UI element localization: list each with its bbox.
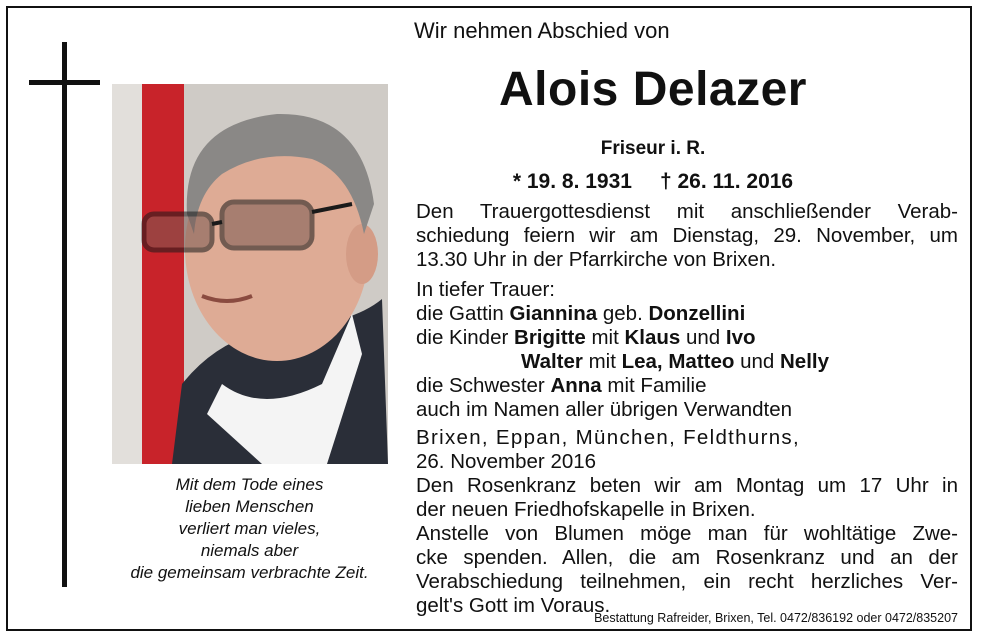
service-announcement: Den Trauergottesdienst mit anschließender Verab- schiedung feiern wir am Dienstag, 29. November, um 13.30 Uhr in der Pfarrkirche von Brixen.: [416, 200, 958, 271]
birth-date: * 19. 8. 1931: [512, 170, 632, 193]
obituary-card: [6, 6, 972, 631]
donation-request: Anstelle von Blumen möge man für wohltätige Zwe- cke spenden. Allen, die am Rosenkranz und an der Verabschiedung teilnehmen, ein recht herzliches Ver- gelt's Gott im Voraus.: [416, 522, 958, 617]
funeral-home-info: Bestattung Rafreider, Brixen, Tel. 0472/836192 oder 0472/835207: [594, 611, 958, 625]
rosary-announcement: Den Rosenkranz beten wir am Montag um 17 Uhr in der neuen Friedhofskapelle in Brixen.: [416, 474, 958, 521]
death-date: † 26. 11. 2016: [659, 170, 794, 193]
cross-icon: [62, 42, 67, 587]
places-date: Brixen, Eppan, München, Feldthurns, 26. November 2016: [416, 426, 800, 473]
mourner-children-2: Walter mit Lea, Matteo und Nelly: [521, 350, 829, 373]
deceased-name: Alois Delazer: [499, 63, 807, 116]
profession: Friseur i. R.: [600, 138, 706, 159]
mourner-children: die Kinder Brigitte mit Klaus und Ivo: [416, 326, 756, 349]
mourner-sister: die Schwester Anna mit Familie: [416, 374, 707, 397]
portrait-photo: [112, 84, 388, 464]
portrait-illustration: [112, 84, 388, 464]
cross-icon-bar: [29, 80, 100, 85]
mourners-list: In tiefer Trauer: die Gattin Giannina geb. Donzellini die Kinder Brigitte mit Klaus und Ivo Walter mit Lea, Matteo und Nelly die Schwester Anna mit Familie auch im Namen aller übrigen Verwandten: [416, 278, 958, 422]
mourner-wife: die Gattin Giannina geb. Donzellini: [416, 302, 746, 325]
life-dates: [412, 170, 894, 194]
intro-line: Wir nehmen Abschied von: [414, 18, 670, 43]
memorial-quote: Mit dem Tode eines lieben Menschen verliert man vieles, niemals aber die gemeinsam verbrachte Zeit.: [130, 475, 369, 582]
